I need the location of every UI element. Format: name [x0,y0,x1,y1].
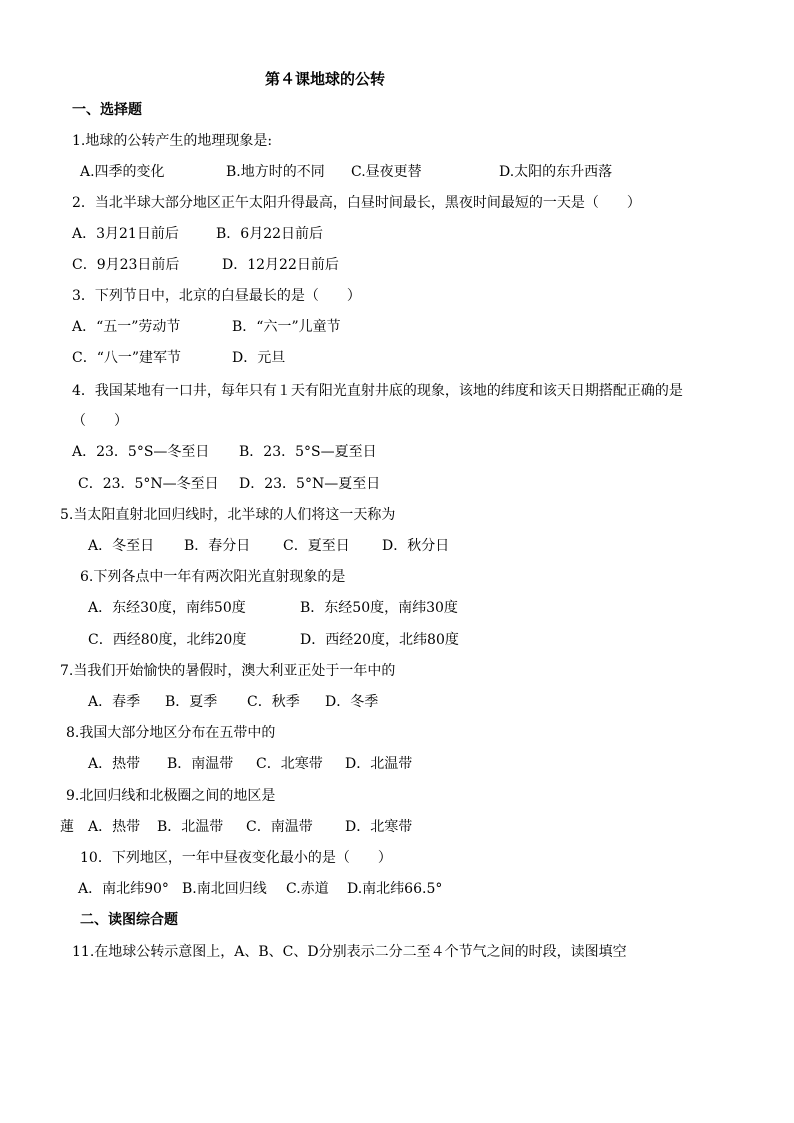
question-5-option-d: D．秋分日 [382,538,450,554]
question-6-stem: 6.下列各点中一年有两次阳光直射现象的是 [80,569,346,585]
question-4-option-b: B．23．5°S—夏至日 [239,444,377,460]
question-7-option-d: D．冬季 [325,694,379,710]
question-1-option-d: D.太阳的东升西落 [499,164,613,180]
question-6-option-c: C．西经80度，北纬20度 [88,632,247,648]
question-2-option-b: B．6月22日前后 [216,226,324,242]
question-10-option-a: A．南北纬90° [78,881,169,897]
question-7-stem: 7.当我们开始愉快的暑假时，澳大利亚正处于一年中的 [60,663,396,679]
question-10-option-d: D.南北纬66.5° [347,881,443,897]
question-5-stem: 5.当太阳直射北回归线时，北半球的人们将这一天称为 [60,507,396,523]
question-4-option-d: D．23．5°N—夏至日 [239,476,381,492]
question-7-option-c: C．秋季 [247,694,300,710]
question-2-stem: 2．当北半球大部分地区正午太阳升得最高，白昼时间最长，黑夜时间最短的一天是（ ） [72,195,641,211]
question-5-option-c: C．夏至日 [283,538,350,554]
question-8-option-a: A．热带 [88,756,141,772]
question-8-option-d: D．北温带 [345,756,413,772]
question-7-option-a: A．春季 [88,694,141,710]
question-3-option-b: B．“六一”儿童节 [232,319,341,335]
question-7-option-b: B．夏季 [165,694,218,710]
question-4-stem: 4．我国某地有一口井，每年只有１天有阳光直射井底的现象，该地的纬度和该天日期搭配正确的是 [72,383,683,399]
question-4-option-a: A．23．5°S—冬至日 [72,444,210,460]
question-10-stem: 10．下列地区，一年中昼夜变化最小的是（ ） [80,850,392,866]
question-11-stem: 11.在地球公转示意图上，A、B、C、D分别表示二分二至４个节气之间的时段，读图填空 [72,944,627,960]
question-9-option-a: A．热带 [88,819,141,835]
question-1-option-a: A.四季的变化 [80,164,165,180]
question-3-option-d: D．元旦 [232,350,286,366]
question-6-option-a: A．东经30度，南纬50度 [88,600,246,616]
question-8-option-b: B．南温带 [167,756,234,772]
question-4-stem-blank: （ ） [72,413,128,429]
question-5-option-a: A．冬至日 [88,538,155,554]
question-10-option-c: C.赤道 [286,881,329,897]
question-3-option-c: C．“八一”建军节 [72,350,182,366]
question-2-option-d: D．12月22日前后 [222,257,339,273]
section-heading-choice: 一、选择题 [72,102,142,118]
question-1-option-c: C.昼夜更替 [351,164,422,180]
question-8-option-c: C．北寒带 [256,756,323,772]
page-title: 第４课地球的公转 [265,70,386,88]
question-9-stem: 9.北回归线和北极圈之间的地区是 [66,788,276,804]
question-2-option-c: C．9月23日前后 [72,257,180,273]
question-8-stem: 8.我国大部分地区分布在五带中的 [66,725,276,741]
question-9-stray-mark: 蓮 [60,819,74,835]
question-6-option-b: B．东经50度，南纬30度 [300,600,458,616]
question-1-stem: 1.地球的公转产生的地理现象是: [72,133,273,149]
question-6-option-d: D．西经20度，北纬80度 [300,632,459,648]
question-9-option-c: C．南温带 [246,819,313,835]
question-10-option-b: B.南北回归线 [182,881,267,897]
question-1-option-b: B.地方时的不同 [226,164,325,180]
section-heading-map-reading: 二、读图综合题 [80,912,178,928]
question-3-option-a: A．“五一”劳动节 [72,319,181,335]
question-3-stem: 3．下列节日中，北京的白昼最长的是（ ） [72,288,361,304]
question-9-option-b: B．北温带 [157,819,224,835]
question-2-option-a: A．3月21日前后 [72,226,179,242]
question-4-option-c: C．23．5°N—冬至日 [78,476,219,492]
question-9-option-d: D．北寒带 [345,819,413,835]
question-5-option-b: B．春分日 [184,538,251,554]
